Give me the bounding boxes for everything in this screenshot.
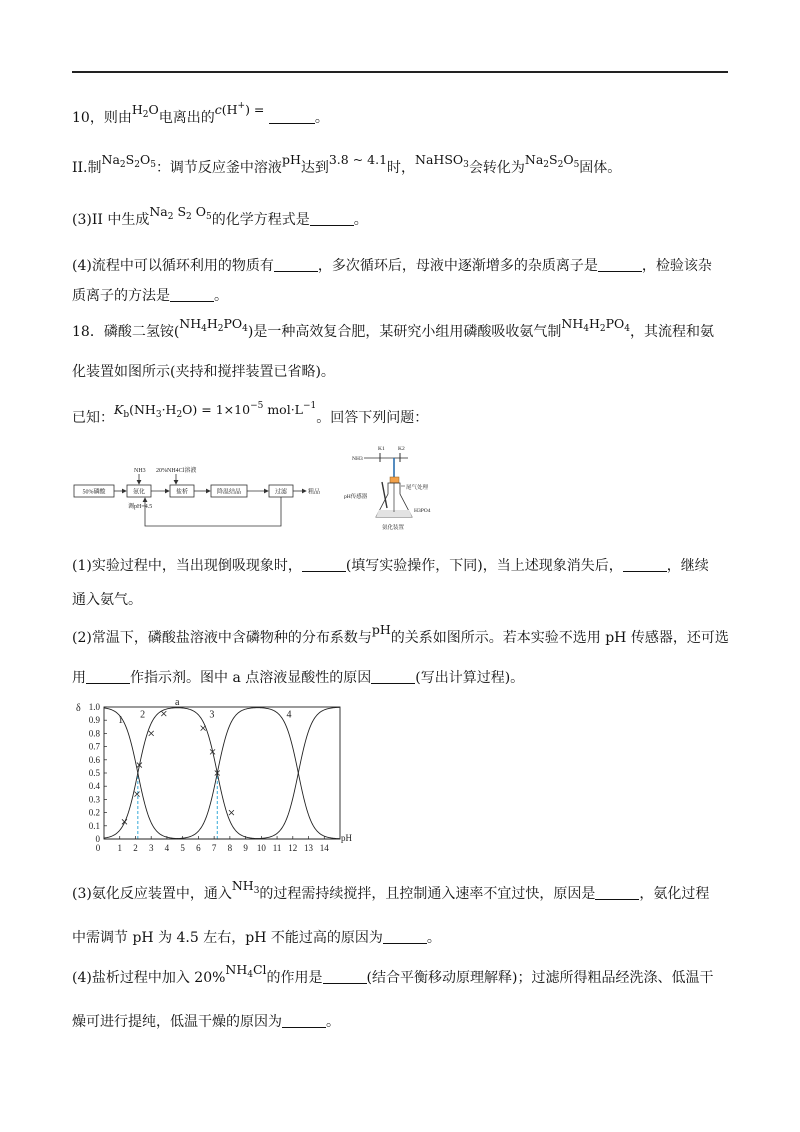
x-tick-label: 13 — [304, 843, 314, 853]
text-line-11: (2)常温下，磷酸盐溶液中含磷物种的分布系数与pH的关系如图所示。若本实验不选用 pH 传感器，还可选 — [72, 622, 729, 646]
stopper — [390, 477, 399, 483]
text-line-10: 通入氨气。 — [72, 592, 142, 608]
series-label-4: 4 — [286, 709, 292, 721]
series-curve-2 — [104, 708, 340, 839]
text-line-6: 18．磷酸二氢铵$(NH_4H_2PO_4)$是一种高效复合肥，某研究小组用磷酸吸收氨气制$NH_4H_2PO_4$，其流程和氨 — [72, 316, 714, 340]
cross-marker — [229, 810, 234, 815]
x-tick-label: 10 — [256, 843, 266, 853]
formula-c-h: c(H+) = — [214, 101, 265, 117]
apparatus-k2-label: K2 — [398, 446, 405, 452]
cross-marker — [149, 731, 154, 736]
flow-box-salting-label: 盐析 — [175, 489, 189, 496]
flow-box-filter-label: 过滤 — [274, 489, 288, 496]
answer-blank[interactable] — [282, 1013, 326, 1028]
x-tick-label: 0 — [95, 843, 101, 853]
formula-na2s2o5: $Na_2S_2O_5$ — [101, 152, 156, 170]
x-tick-label: 12 — [288, 843, 298, 853]
formula-nh4h2po4-b: $NH_4H_2PO_4$ — [561, 316, 630, 334]
text-line-3: (3)II 中生成$Na_2$ $S_2$ $O_5$的化学方程式是 。 — [72, 204, 368, 228]
text-line-12: 用 作指示剂。图中 a 点溶液显酸性的原因 (写出计算过程)。 — [72, 670, 525, 686]
apparatus-sensor-label: pH传感器 — [344, 494, 368, 500]
flow-nh3-label: NH3 — [134, 468, 146, 474]
text-line-2: II.制$Na_2S_2O_5$：调节反应釜中溶液pH达到3.8 ~ 4.1时，NaHSO$_3$会转化为$Na_2S_2O_5$固体。 — [72, 152, 622, 176]
flow-box-crystallize-label: 降温结晶 — [216, 489, 242, 496]
text-line-14: 中需调节 pH 为 4.5 左右，pH 不能过高的原因为 。 — [72, 930, 441, 946]
formula-nh4h2po4: $NH_4H_2PO_4$ — [179, 316, 248, 334]
answer-blank[interactable] — [371, 669, 415, 684]
series-label-3: 3 — [209, 709, 215, 721]
answer-blank[interactable] — [302, 557, 346, 572]
x-tick-label: 6 — [196, 843, 201, 853]
text-line-13: (3)氨化反应装置中，通入$NH_3$的过程需持续搅拌，且控制通入速率不宜过快，原因是 ，氨化过程 — [72, 878, 710, 902]
ammoniation-apparatus — [338, 442, 443, 542]
answer-blank[interactable] — [170, 287, 214, 302]
flow-product-label: 粗品 — [308, 489, 321, 496]
x-tick-label: 14 — [319, 843, 329, 853]
apparatus-exhaust-label: 尾气处理 — [406, 485, 429, 491]
y-tick-label: 0.9 — [88, 715, 100, 726]
apparatus-caption: 氨化装置 — [382, 525, 405, 531]
formula-ph-b: pH — [371, 622, 391, 637]
x-tick-label: 5 — [180, 843, 185, 853]
y-tick-label: 0.5 — [88, 768, 100, 778]
answer-blank[interactable] — [623, 557, 667, 572]
formula-na2s2o5-b: $Na_2S_2O_5$ — [524, 152, 580, 170]
text-line-8: 已知：$K_b(NH_3\cdot H_2O) = 1\times 10^{-5}$ $mol\cdot L^{-1}$。回答下列问题： — [72, 404, 732, 433]
formula-h2o: $H_2O$ — [131, 102, 159, 120]
y-axis-label: δ — [76, 703, 81, 714]
text-line-16: 燥可进行提纯，低温干燥的原因为 。 — [72, 1014, 340, 1030]
x-tick-label: 2 — [133, 843, 138, 853]
flow-box-ammoniation-label: 氨化 — [132, 489, 146, 496]
text-line-7: 化装置如图所示(夹持和搅拌装置已省略)。 — [72, 364, 335, 380]
text-line-9: (1)实验过程中，当出现倒吸现象时， (填写实验操作，下同)，当上述现象消失后， ，继续 — [72, 558, 709, 574]
formula-nh3: $NH_3$ — [231, 878, 260, 896]
header-rule — [72, 71, 728, 73]
x-tick-label: 3 — [148, 843, 154, 853]
point-a-label: a — [174, 700, 180, 708]
formula-nh4cl: $NH_4Cl$ — [225, 962, 267, 980]
y-tick-label: 0.1 — [88, 820, 100, 831]
x-tick-label: 9 — [243, 843, 248, 853]
y-tick-label: 0.2 — [88, 807, 100, 818]
apparatus-k1-label: K1 — [378, 446, 385, 452]
series-curve-4 — [104, 707, 340, 839]
series-curve-3 — [104, 708, 340, 839]
formula-ph: pH — [281, 152, 301, 167]
answer-blank[interactable] — [598, 257, 642, 272]
cross-marker — [201, 726, 206, 731]
answer-blank[interactable] — [383, 929, 427, 944]
text-line-4: (4)流程中可以循环利用的物质有 ，多次循环后，母液中逐渐增多的杂质离子是 ，检验该杂 — [72, 258, 712, 274]
answer-blank[interactable] — [274, 257, 318, 272]
text-line-5: 质离子的方法是 。 — [72, 288, 228, 304]
answer-blank[interactable] — [595, 885, 639, 900]
y-tick-label: 1.0 — [88, 702, 100, 712]
answer-blank[interactable] — [323, 969, 367, 984]
x-tick-label: 4 — [164, 843, 170, 853]
flow-ph-condition: 调pH=4.5 — [128, 504, 153, 510]
x-tick-label: 7 — [211, 843, 217, 853]
answer-blank[interactable] — [310, 211, 354, 226]
y-tick-label: 0.3 — [88, 794, 100, 805]
cross-marker — [161, 711, 166, 716]
cross-marker — [135, 792, 140, 797]
y-tick-label: 0.7 — [88, 741, 100, 752]
y-tick-label: 0.8 — [88, 728, 100, 739]
distribution-chart — [72, 700, 362, 860]
formula-nahso3: NaHSO$_3$ — [415, 152, 469, 170]
apparatus-nh3-label: NH3 — [352, 456, 363, 462]
text-line-1: 10，则由$H_2O$电离出的c(H+) = 。 — [72, 104, 732, 133]
flow-nh4cl-label: 20%NH4Cl溶液 — [156, 468, 197, 474]
x-tick-label: 1 — [117, 843, 122, 853]
process-flow-diagram — [70, 452, 335, 532]
y-tick-label: 0.6 — [88, 754, 100, 765]
y-tick-label: 0 — [95, 834, 100, 844]
answer-blank[interactable] — [86, 669, 130, 684]
apparatus-h3po4-label: H3PO4 — [414, 508, 431, 514]
x-tick-label: 11 — [272, 843, 282, 853]
x-axis-label: pH — [341, 833, 352, 843]
plot-frame — [104, 707, 340, 839]
series-curve-1 — [104, 708, 340, 839]
series-label-1: 1 — [118, 714, 124, 726]
formula-na2s2o5-c: $Na_2$ $S_2$ $O_5$ — [149, 204, 212, 222]
x-tick-label: 8 — [227, 843, 233, 853]
flow-box-acid-label: 50%磷酸 — [82, 489, 106, 496]
text-line-15: (4)盐析过程中加入 $20\%NH_4Cl$的作用是 (结合平衡移动原理解释)；过滤所得粗品经洗涤、低温干 — [72, 962, 714, 986]
formula-range: 3.8 ~ 4.1 — [328, 152, 388, 167]
answer-blank[interactable] — [269, 109, 315, 124]
series-label-2: 2 — [140, 709, 146, 721]
y-tick-label: 0.4 — [88, 781, 100, 792]
formula-kb: $K_b(NH_3\cdot H_2O) = 1\times 10^{-5}$ $mol\cdot L^{-1}$ — [114, 401, 317, 420]
